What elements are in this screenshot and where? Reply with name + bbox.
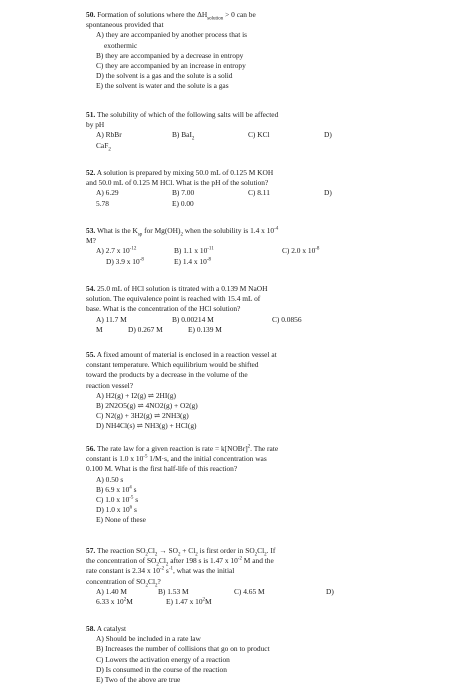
- question-54-stem: 54. 25.0 mL of HCl solution is titrated with a 0.139 M NaOH: [86, 284, 268, 293]
- option-a[interactable]: A) RbBr: [96, 130, 122, 140]
- question-58-stem: 58. A catalyst: [86, 624, 127, 633]
- option-c[interactable]: C) 0.0856: [272, 314, 302, 324]
- option-b[interactable]: B) 1.1 x $10^{-11}$: [174, 246, 214, 256]
- question-56-stem: 56. The rate law for a given reaction is rate = k[NOBr]$^2$. The rate: [86, 444, 279, 453]
- option-e[interactable]: E) 0.139 M: [188, 324, 222, 334]
- option-a[interactable]: A) 6.29: [96, 188, 119, 198]
- option-e[interactable]: E) 0.00: [172, 198, 194, 208]
- option-e[interactable]: E) Two of the above are true: [96, 675, 181, 685]
- option-b[interactable]: B) they are accompanied by a decrease in entropy: [96, 50, 244, 60]
- question-55: 55. A fixed amount of material is enclosed in a reaction vessel at constant temperature. Which equilibrium would be shifted toward the products by a decrease in the volume of the reaction vessel? A) H2(g) + I2(g) ⇌ 2HI(g) B) 2N2O5(g) ⇌ 4NO2(g) + O2(g) C) N2(g) + 3H2(g) ⇌ 2NH3(g) D) NH4Cl(s) ⇌ NH3(g) + HCl(g): [86, 350, 416, 432]
- question-52: 52. A solution is prepared by mixing 50.0 mL of 0.125 M KOH and 50.0 mL of 0.125 M HCl. What is the pH of the solution? A) 6.29 B) 7.00 C) 8.11 D) 5.78 E) 0.00: [86, 168, 416, 209]
- option-d[interactable]: D) 0.267 M: [128, 324, 163, 334]
- option-d[interactable]: D): [324, 130, 332, 140]
- question-51-stem: 51. The solubility of which of the following salts will be affected: [86, 110, 279, 119]
- option-e[interactable]: E) None of these: [96, 515, 146, 525]
- option-c[interactable]: C) 4.65 M: [234, 586, 265, 596]
- option-e[interactable]: E) the solvent is water and the solute is a gas: [96, 81, 229, 91]
- option-c[interactable]: C) 2.0 x $10^{-8}$: [282, 246, 320, 256]
- question-53: 53. What is the $K_{sp}$ for $Mg(OH)_2$ when the solubility is 1.4 x $10^{-4}$ M? A) 2.7 x $10^{-12}$ B) 1.1 x $10^{-11}$ C) 2.0 x $10^{-8}$ D) 3.9 x $10^{-8}$ E) 1.4 x $10^{-8}$: [86, 226, 416, 267]
- option-c[interactable]: C) 1.0 x $10^{-5}$ s: [96, 495, 139, 505]
- option-a[interactable]: A) they are accompanied by another process that is: [96, 30, 248, 40]
- option-b[interactable]: B) BaI$_2$: [172, 130, 195, 142]
- option-b[interactable]: B) 6.9 x $10^4$ s: [96, 484, 137, 494]
- option-a[interactable]: A) Should be included in a rate law: [96, 634, 201, 644]
- option-b[interactable]: B) 7.00: [172, 188, 195, 198]
- option-b[interactable]: B) 0.00214 M: [172, 314, 214, 324]
- option-c[interactable]: C) KCl: [248, 130, 270, 140]
- option-a[interactable]: A) 11.7 M: [96, 314, 127, 324]
- option-d[interactable]: D) Is consumed in the course of the reaction: [96, 664, 227, 674]
- option-c[interactable]: C) they are accompanied by an increase in entropy: [96, 61, 246, 71]
- option-d[interactable]: D): [326, 586, 334, 596]
- question-54: 54. 25.0 mL of HCl solution is titrated with a 0.139 M NaOH solution. The equivalence point is reached with 15.4 mL of base. What is the concentration of the HCl solution? A) 11.7 M B) 0.00214 M C) 0.0856 M D) 0.267 M E) 0.139 M: [86, 284, 416, 335]
- question-55-stem: 55. A fixed amount of material is enclosed in a reaction vessel at: [86, 350, 277, 359]
- option-a[interactable]: A) 1.40 M: [96, 586, 127, 596]
- option-e[interactable]: E) 1.4 x $10^{-8}$: [174, 256, 212, 266]
- option-a[interactable]: A) 2.7 x $10^{-12}$: [96, 246, 137, 256]
- option-d[interactable]: D) NH4Cl(s) ⇌ NH3(g) + HCl(g): [96, 421, 197, 431]
- question-56: 56. The rate law for a given reaction is rate = k[NOBr]$^2$. The rate constant is 1.0 x $10^{-5}$ 1/M·s, and the initial concentration was 0.100 M. What is the first half-life of this reaction? A) 0.50 s B) 6.9 x $10^4$ s C) 1.0 x $10^{-5}$ s D) 1.0 x $10^6$ s E) None of these: [86, 444, 416, 526]
- option-d[interactable]: D) 1.0 x $10^6$ s: [96, 505, 137, 515]
- option-c[interactable]: C) N2(g) + 3H2(g) ⇌ 2NH3(g): [96, 411, 189, 421]
- question-50: 50. Formation of solutions where the $\Delta H_{solution} > 0$ can be spontaneous provided that A) they are accompanied by another process that is exothermic B) they are accompanied by a decrease in entropy C) they are accompanied by an increase in entropy D) the solvent is a gas and the solute is a solid E) the solvent is water and the solute is a gas: [86, 10, 416, 92]
- option-d[interactable]: D) 3.9 x $10^{-8}$: [106, 256, 144, 266]
- question-58: [86, 624, 416, 685]
- question-53-stem: 53. What is the $K_{sp}$ for $Mg(OH)_2$ when the solubility is 1.4 x $10^{-4}$: [86, 226, 279, 238]
- option-b[interactable]: B) 2N2O5(g) ⇌ 4NO2(g) + O2(g): [96, 401, 198, 411]
- option-d[interactable]: D): [324, 188, 332, 198]
- option-d[interactable]: D) the solvent is a gas and the solute is a solid: [96, 71, 233, 81]
- question-57-stem: 57. The reaction $SO_2Cl_2 \to SO_2 + Cl_2$ is first order in $SO_2Cl_2$. If: [86, 546, 276, 558]
- option-a[interactable]: A) H2(g) + I2(g) ⇌ 2HI(g): [96, 390, 176, 400]
- option-e[interactable]: E) 1.47 x $10^2M$: [166, 597, 212, 607]
- option-c[interactable]: C) 8.11: [248, 188, 270, 198]
- question-50-stem: 50. Formation of solutions where the $\Delta H_{solution} > 0$ can be: [86, 10, 256, 22]
- option-b[interactable]: B) 1.53 M: [158, 586, 189, 596]
- question-57: 57. The reaction $SO_2Cl_2 \to SO_2 + Cl_2$ is first order in $SO_2Cl_2$. If the concentration of $SO_2Cl_2$ after 198 s is 1.47 x $10^{-2}$ M and the rate constant is 2.34 x $10^{-2}$ $s^{-1}$, what was the initial concentration of $SO_2Cl_2$? A) 1.40 M B) 1.53 M C) 4.65 M D) 6.33 x $10^2M$ E) 1.47 x $10^2M$: [86, 546, 416, 607]
- option-c[interactable]: C) Lowers the activation energy of a reaction: [96, 654, 230, 664]
- question-52-stem: 52. A solution is prepared by mixing 50.0 mL of 0.125 M KOH: [86, 168, 274, 177]
- option-b[interactable]: B) Increases the number of collisions that go on to product: [96, 644, 270, 654]
- question-51: 51. The solubility of which of the following salts will be affected by pH A) RbBr B) BaI$_2$ C) KCl D) CaF$_2$: [86, 110, 416, 151]
- option-a[interactable]: A) 0.50 s: [96, 474, 124, 484]
